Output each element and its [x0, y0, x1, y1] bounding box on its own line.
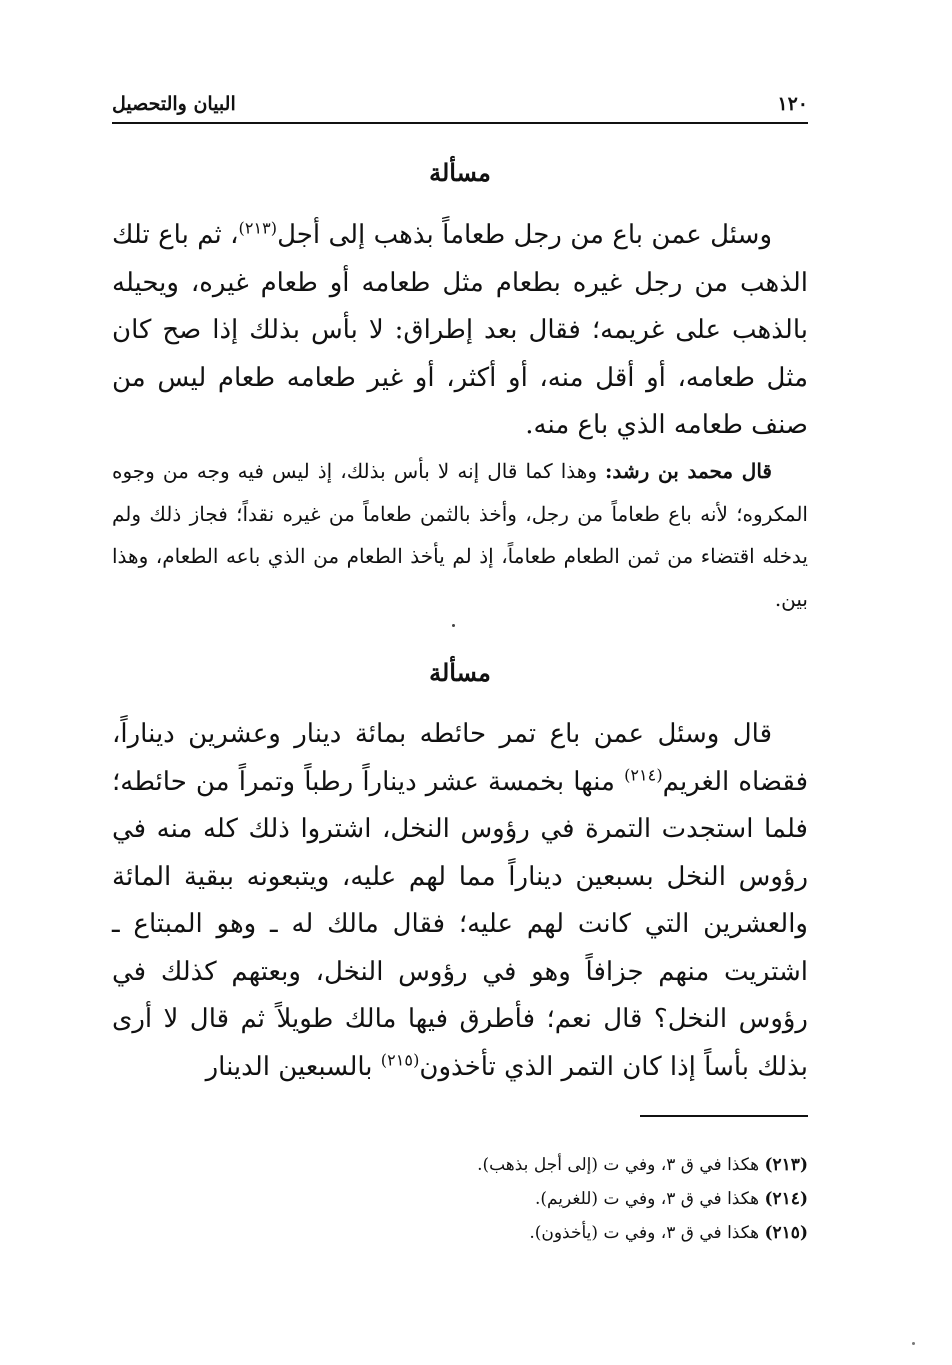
footnote-ref-215[interactable]: (٢١٥)	[380, 1049, 420, 1069]
question-text-part: قال وسئل عمن باع تمر حائطه بمائة دينار وعشرين ديناراً، فقضاه الغريم	[112, 719, 808, 797]
question-text-part: ، ثم باع تلك الذهب من رجل غيره بطعام مثل طعامه أو طعام غيره، ويحيله بالذهب على غريمه؛ فقال بعد إطراق: لا بأس بذلك إذا صح كان مثل طعامه، أو أقل منه، أو أكثر، أو غير طعامه طعام ليس من صنف طعامه الذي باع منه.	[112, 220, 809, 440]
footnote-text: هكذا في ق ٣، وفي ت (إلى أجل بذهب).	[477, 1155, 760, 1175]
commentary-text	[112, 450, 808, 620]
footnote-ref-213[interactable]: (٢١٣)	[238, 218, 278, 238]
question-text	[112, 711, 808, 1091]
running-header	[112, 88, 808, 120]
section-heading: مسألة	[429, 158, 491, 187]
footnote-text: هكذا في ق ٣، وفي ت (للغريم).	[534, 1189, 760, 1209]
footnote-number: (٢١٣)	[764, 1155, 808, 1175]
question-text-part: وسئل عمن باع من رجل طعاماً بذهب إلى أجل	[277, 220, 772, 250]
footnote-rule	[640, 1115, 808, 1117]
question-text-part: منها بخمسة عشر ديناراً رطباً وتمراً من حائطه؛ فلما استجدت التمرة في رؤوس النخل، اشتروا ذلك كله منه في رؤوس النخل بسبعين ديناراً مما لهم عليه، ويتبعونه ببقية المائة والعشرين التي كانت لهم عليه؛ فقال مالك له ـ وهو المبتاع ـ اشتريت منهم جزافاً وهو في رؤوس النخل، وبعتهم كذلك في رؤوس النخل؟ قال نعم؛ فأطرق فيها مالك طويلاً ثم قال لا أرى بذلك بأساً إذا كان التمر الذي تأخذون	[112, 766, 808, 1082]
footnote-text: هكذا في ق ٣، وفي ت (يأخذون).	[529, 1223, 760, 1243]
page-number: ١٢٠	[777, 93, 808, 115]
commentary-body: وهذا كما قال إنه لا بأس بذلك، إذ ليس فيه وجه من وجوه المكروه؛ لأنه باع طعاماً من رجل، وأخذ بالثمن طعاماً من غيره نقداً؛ فجاز ذلك ولم يدخله اقتضاء من ثمن الطعام طعاماً، إذ لم يأخذ الطعام من الذي باعه الطعام، وهذا بين.	[112, 459, 808, 611]
footnote-number: (٢١٥)	[764, 1223, 808, 1243]
question-text-part: بالسبعين الدينار	[205, 1051, 373, 1082]
footnote-item	[112, 1182, 808, 1216]
footnote-item	[112, 1148, 808, 1182]
footnote-number: (٢١٤)	[764, 1189, 808, 1209]
footnote-item	[112, 1216, 808, 1250]
commentator-label: قال محمد بن رشد:	[605, 459, 772, 483]
stray-mark	[452, 624, 455, 627]
book-title: البيان والتحصيل	[112, 93, 236, 115]
footnote-ref-214[interactable]: (٢١٤)	[624, 764, 663, 784]
header-rule	[112, 122, 808, 124]
section-heading: مسألة	[429, 658, 491, 687]
stray-mark	[912, 1342, 915, 1345]
footnotes	[112, 1148, 808, 1250]
question-text	[112, 212, 808, 450]
